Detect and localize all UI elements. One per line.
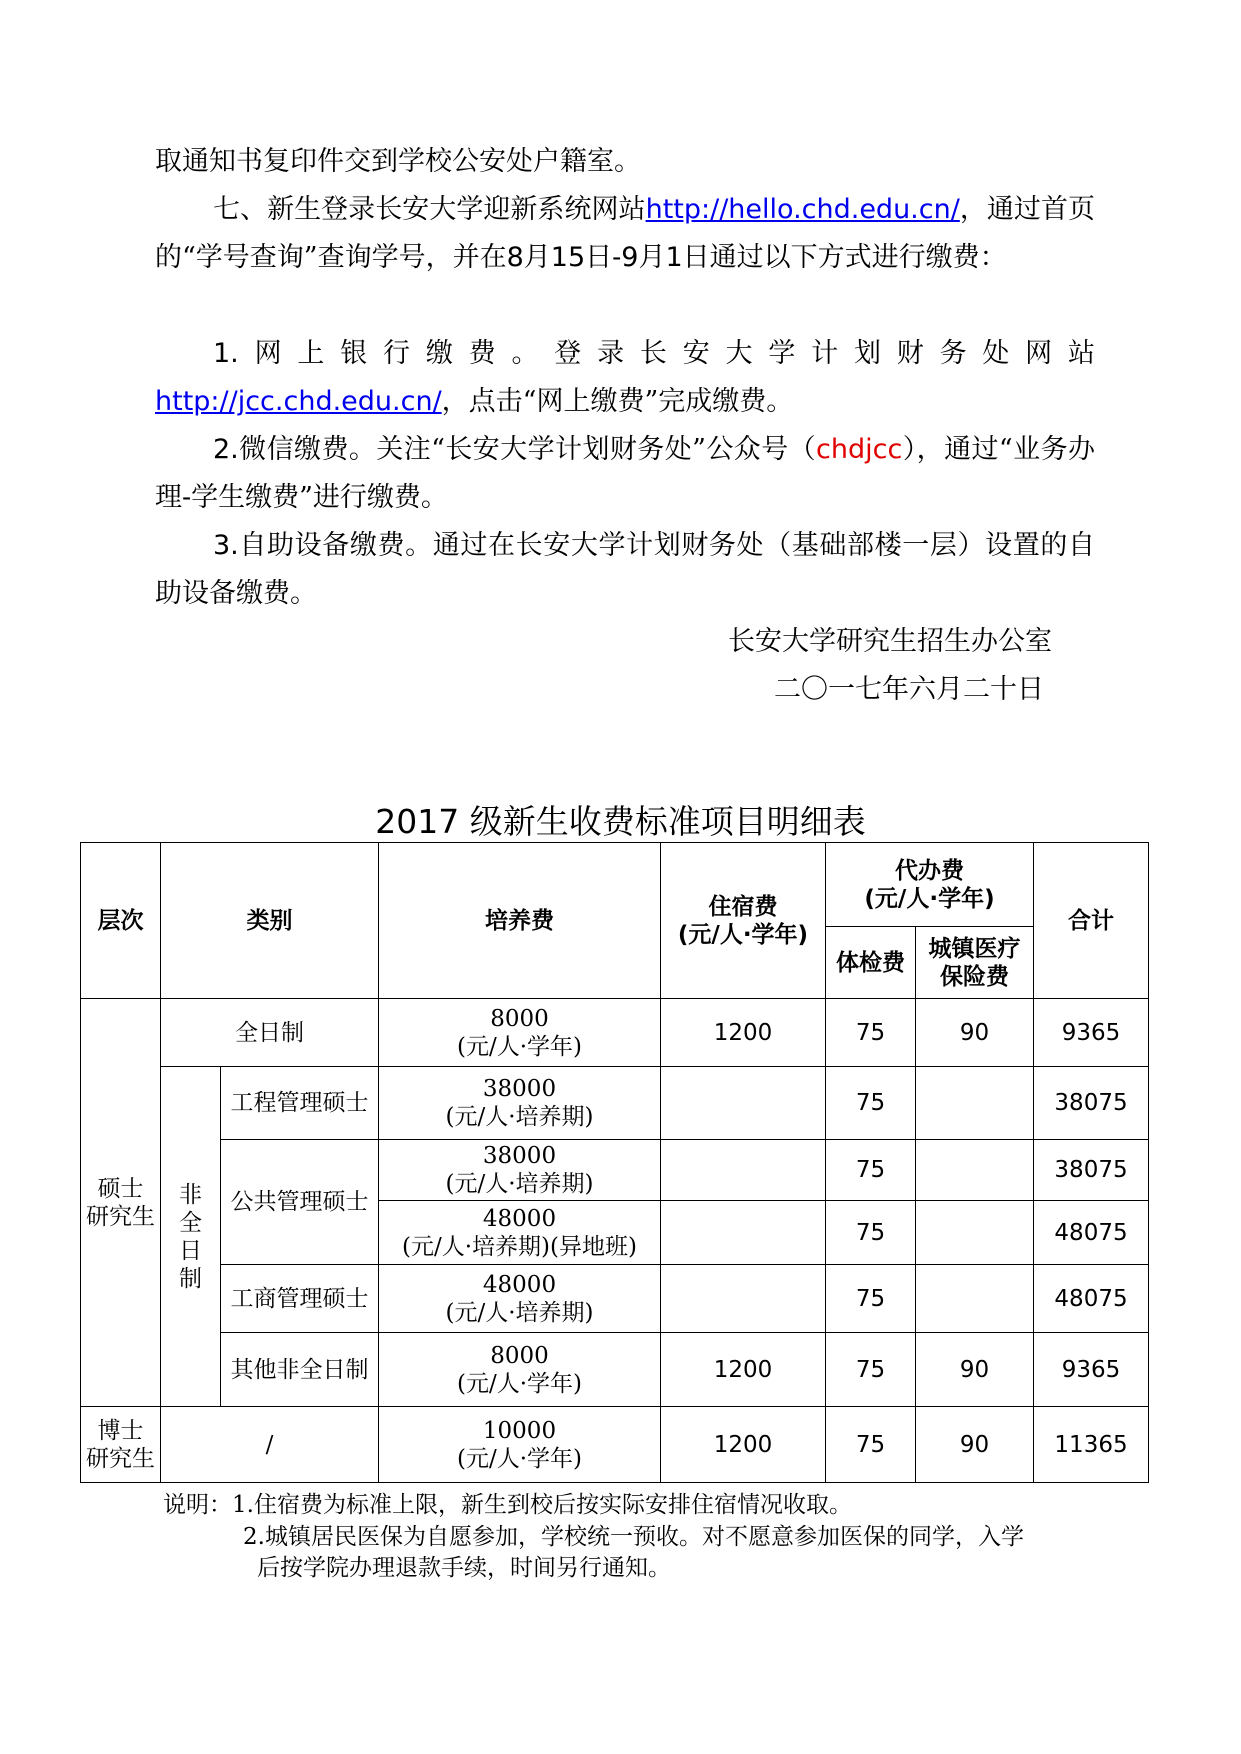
header-exam-fee: 体检费 [826, 927, 916, 999]
table-row: 硕士 研究生 全日制 8000 (元/人·学年) 1200 75 90 9365 [81, 999, 1149, 1067]
finance-office-link[interactable]: http://jcc.chd.edu.cn/ [155, 386, 442, 417]
table-row: 工商管理硕士 48000 (元/人·培养期) 75 48075 [81, 1265, 1149, 1333]
welcome-system-link[interactable]: http://hello.chd.edu.cn/ [645, 194, 960, 225]
paragraph-online-bank: 1.网上银行缴费。登录长安大学计划财务处网站 [213, 338, 1095, 369]
header-category: 类别 [161, 843, 379, 999]
parttime-label-cell [161, 1067, 221, 1407]
note-1: 说明：1.住宿费为标准上限，新生到校后按实际安排住宿情况收取。 [163, 1492, 852, 1518]
header-level: 层次 [81, 843, 161, 999]
header-medical-fee: 城镇医疗 保险费 [916, 927, 1034, 999]
fee-table [80, 842, 1149, 1483]
wechat-account-id: chdjcc [816, 434, 903, 465]
note-2: 2.城镇居民医保为自愿参加，学校统一预收。对不愿意参加医保的同学，入学 [243, 1524, 1024, 1550]
header-tuition: 培养费 [379, 843, 661, 999]
table-row: 非全日制 工程管理硕士 38000 (元/人·培养期) 75 38075 [81, 1067, 1149, 1140]
table-row: 48000 (元/人·培养期)(异地班) 75 48075 [81, 1201, 1149, 1265]
note-2-cont: 后按学院办理退款手续，时间另行通知。 [257, 1555, 671, 1581]
doctor-level-label: 博士 研究生 [81, 1407, 161, 1483]
header-lodging: 住宿费 (元/人·学年) [661, 843, 826, 999]
paragraph-online-bank-cont: http://jcc.chd.edu.cn/，点击“网上缴费”完成缴费。 [155, 386, 794, 417]
signature-org: 长安大学研究生招生办公室 [728, 626, 1052, 657]
paragraph-registration: 取通知书复印件交到学校公安处户籍室。 [155, 146, 641, 177]
master-level-label: 硕士 研究生 [81, 999, 161, 1407]
table-title: 2017 级新生收费标准项目明细表 [375, 802, 866, 841]
header-total: 合计 [1034, 843, 1149, 999]
table-row: 公共管理硕士 38000 (元/人·培养期) 75 38075 [81, 1140, 1149, 1201]
header-agency-fee: 代办费 (元/人·学年) [826, 843, 1034, 927]
table-row: 其他非全日制 8000 (元/人·学年) 1200 75 90 9365 [81, 1333, 1149, 1407]
signature-date: 二〇一七年六月二十日 [774, 674, 1044, 705]
parttime-label: 非全日制 [179, 1181, 202, 1292]
paragraph-wechat: 2.微信缴费。关注“长安大学计划财务处”公众号（chdjcc），通过“业务办理-学生缴费”进行缴费。 [155, 434, 1095, 513]
table-row: 博士 研究生 / 10000 (元/人·学年) 1200 75 90 11365 [81, 1407, 1149, 1483]
paragraph-welcome-system: 七、新生登录长安大学迎新系统网站http://hello.chd.edu.cn/，通过首页的“学号查询”查询学号，并在8月15日-9月1日通过以下方式进行缴费： [155, 194, 1096, 273]
paragraph-self-service: 3.自助设备缴费。通过在长安大学计划财务处（基础部楼一层）设置的自助设备缴费。 [155, 530, 1095, 609]
